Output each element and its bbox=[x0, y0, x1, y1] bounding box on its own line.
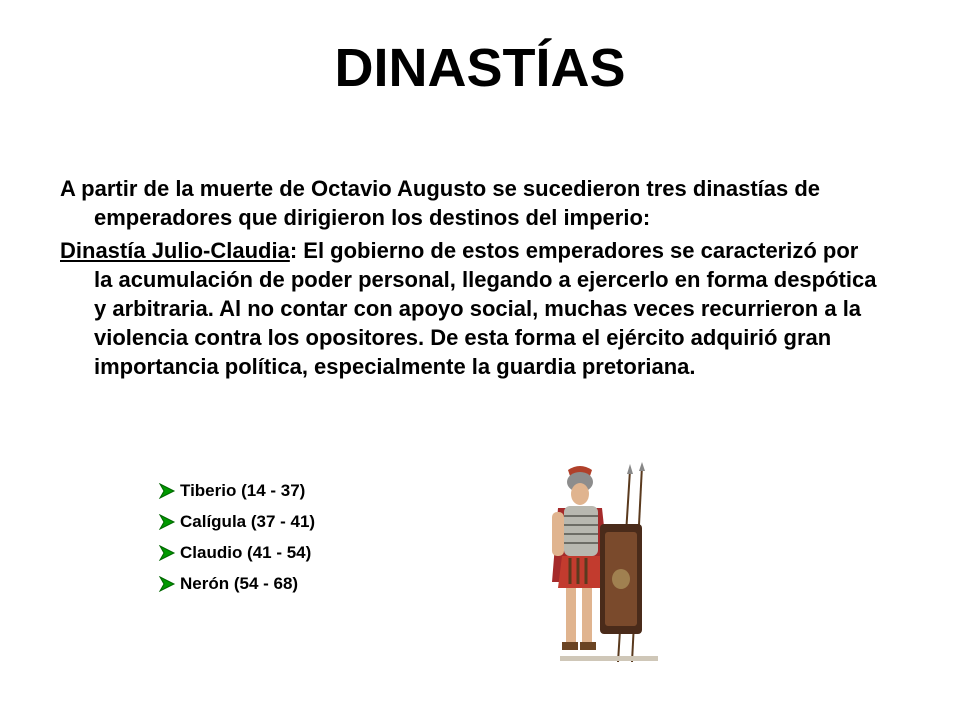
emperor-name: Calígula (37 - 41) bbox=[180, 512, 316, 531]
dynasty-label-separator: : bbox=[289, 238, 298, 263]
arrow-bullet-icon bbox=[158, 545, 176, 561]
julio-claudia-paragraph bbox=[60, 236, 880, 381]
arrow-bullet-icon bbox=[158, 483, 176, 499]
list-item bbox=[158, 574, 315, 594]
dynasty-label: Dinastía Julio-Claudia bbox=[60, 238, 290, 263]
emperor-name: Nerón (54 - 68) bbox=[180, 574, 299, 593]
list-item bbox=[158, 481, 315, 501]
roman-soldier-illustration bbox=[538, 462, 668, 667]
arrow-bullet-icon bbox=[158, 576, 176, 592]
list-item bbox=[158, 512, 315, 532]
list-item bbox=[158, 543, 315, 563]
body-text bbox=[60, 174, 880, 381]
slide-title: DINASTÍAS bbox=[334, 38, 626, 98]
emperor-name: Claudio (41 - 54) bbox=[180, 543, 312, 562]
emperor-name: Tiberio (14 - 37) bbox=[180, 481, 306, 500]
emperor-list bbox=[158, 481, 315, 605]
arrow-bullet-icon bbox=[158, 514, 176, 530]
dynasty-description: El gobierno de estos emperadores se caracterizó por la acumulación de poder personal, llegando a ejercerlo en forma despótica y arbitraria. Al no contar con apoyo social, muchas veces recurrieron a la violencia contra los opositores. De esta forma el ejército adquirió gran importancia política, especialmente la guardia pretoriana. bbox=[94, 238, 877, 379]
intro-paragraph: A partir de la muerte de Octavio Augusto se sucedieron tres dinastías de emperadores que dirigieron los destinos del imperio: bbox=[60, 176, 821, 230]
